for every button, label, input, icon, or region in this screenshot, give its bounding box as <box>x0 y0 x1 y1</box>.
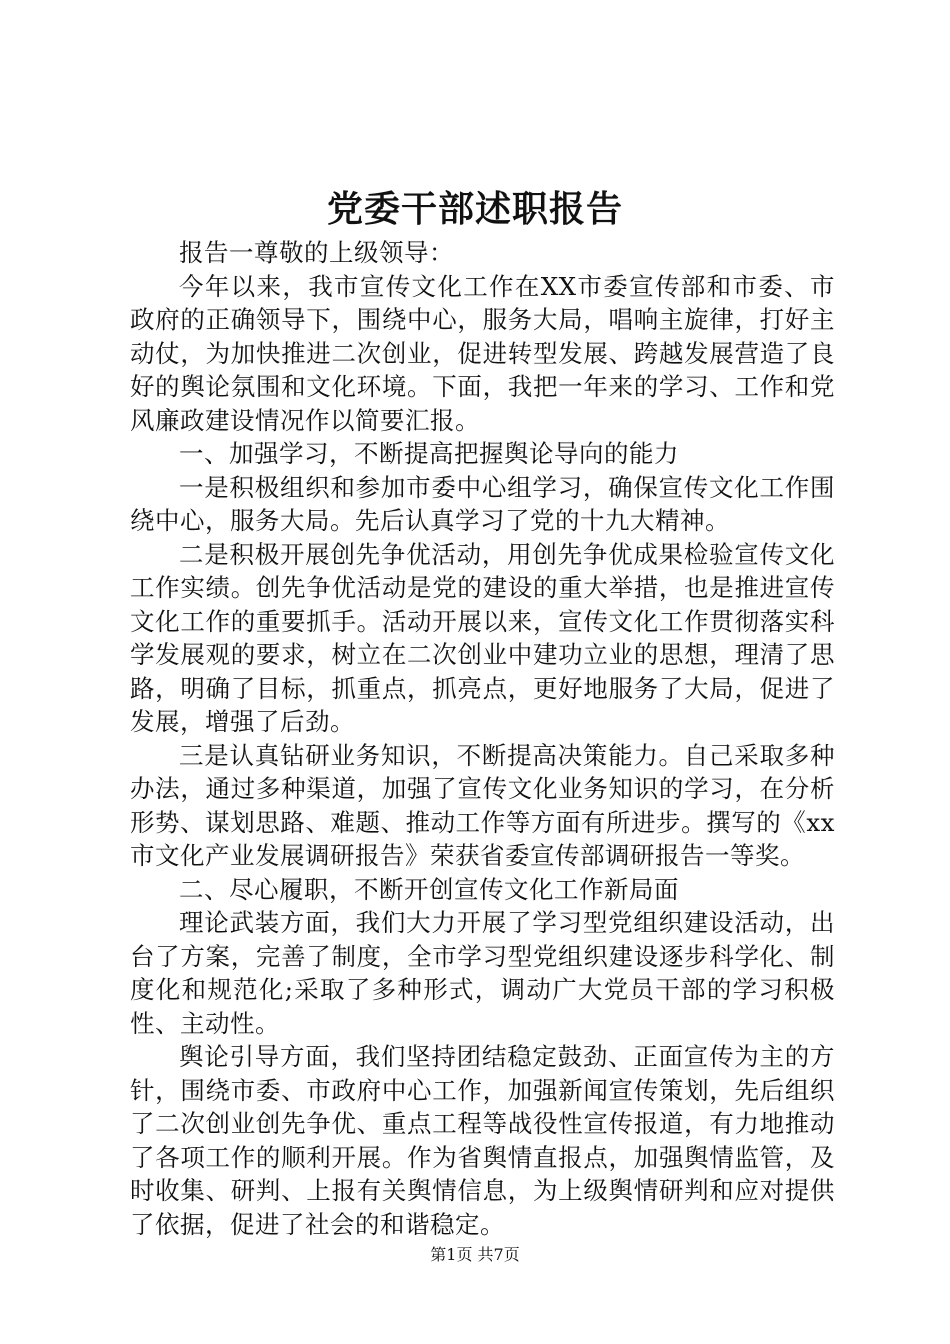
section-heading-2: 二、尽心履职，不断开创宣传文化工作新局面 <box>179 874 679 904</box>
document-title: 党委干部述职报告 <box>326 188 623 230</box>
salutation-paragraph: 报告一尊敬的上级领导： <box>179 238 454 267</box>
page-number-footer: 第1页 共7页 <box>430 1245 520 1264</box>
body-paragraph: 一是积极组织和参加市委中心组学习，确保宣传文化工作围绕中心，服务大局。先后认真学习了党的十九大精神。 <box>130 472 835 535</box>
intro-paragraph: 今年以来，我市宣传文化工作在XX市委宣传部和市委、市政府的正确领导下，围绕中心，服务大局，唱响主旋律，打好主动仗，为加快推进二次创业，促进转型发展、跨越发展营造了良好的舆论氛围和文化环境。下面，我把一年来的学习、工作和党风廉政建设情况作以简要汇报。 <box>130 271 835 435</box>
body-paragraph: 三是认真钻研业务知识，不断提高决策能力。自己采取多种办法，通过多种渠道，加强了宣传文化业务知识的学习，在分析形势、谋划思路、难题、推动工作等方面有所进步。撰写的《xx市文化产业发展调研报告》荣获省委宣传部调研报告一等奖。 <box>130 740 835 870</box>
body-paragraph: 舆论引导方面，我们坚持团结稳定鼓劲、正面宣传为主的方针，围绕市委、市政府中心工作，加强新闻宣传策划，先后组织了二次创业创先争优、重点工程等战役性宣传报道，有力地推动了各项工作的顺利开展。作为省舆情直报点，加强舆情监管，及时收集、研判、上报有关舆情信息，为上级舆情研判和应对提供了依据，促进了社会的和谐稳定。 <box>130 1042 835 1239</box>
body-paragraph: 理论武装方面，我们大力开展了学习型党组织建设活动，出台了方案，完善了制度，全市学习型党组织建设逐步科学化、制度化和规范化;采取了多种形式，调动广大党员干部的学习积极性、主动性。 <box>130 908 835 1038</box>
section-heading-1: 一、加强学习，不断提高把握舆论导向的能力 <box>179 439 679 468</box>
body-paragraph: 二是积极开展创先争优活动，用创先争优成果检验宣传文化工作实绩。创先争优活动是党的建设的重大举措，也是推进宣传文化工作的重要抓手。活动开展以来，宣传文化工作贯彻落实科学发展观的要求，树立在二次创业中建功立业的思想，理清了思路，明确了目标，抓重点，抓亮点，更好地服务了大局，促进了发展，增强了后劲。 <box>130 539 835 736</box>
document-body <box>130 236 835 1241</box>
